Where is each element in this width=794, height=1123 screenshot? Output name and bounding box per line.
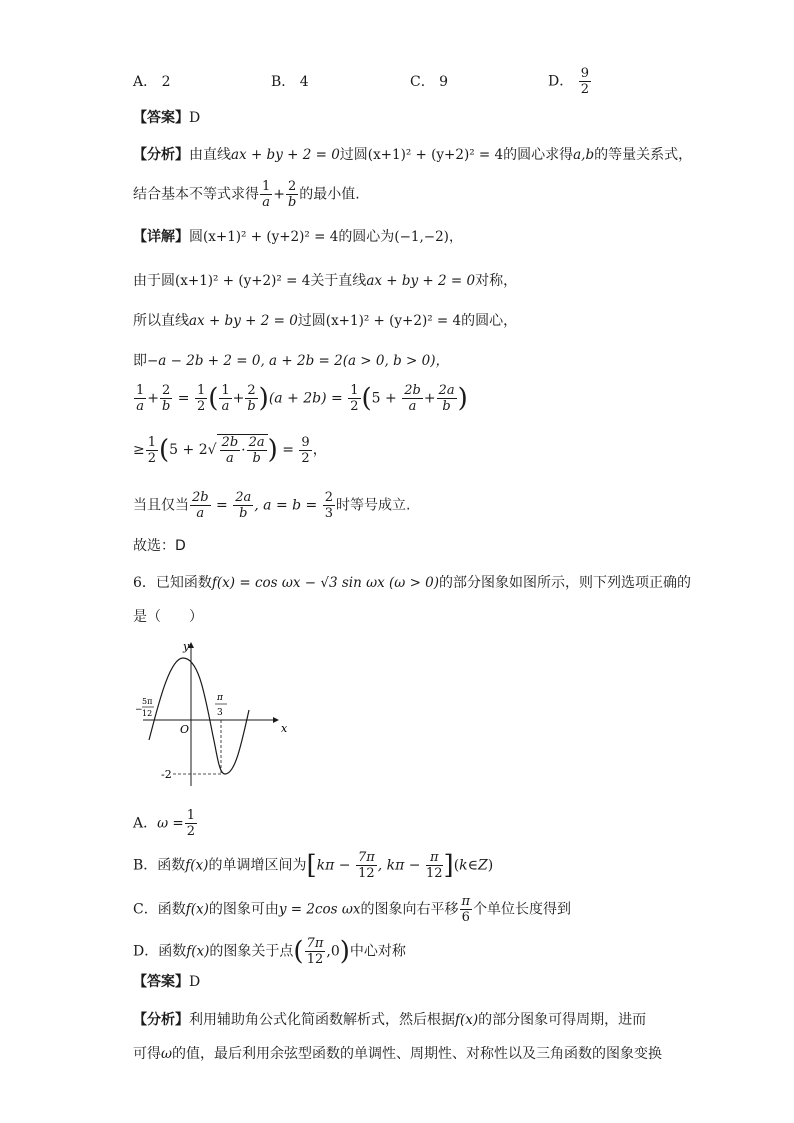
option-d: D． $\frac{9}{2}$ (548, 66, 589, 97)
q6-answer: 【答案】D (133, 974, 201, 990)
q5-detail-line2: 由于圆(x+1)² + (y+2)² = 4关于直线ax + by + 2 = 0对称， (133, 273, 518, 289)
neg-tick-sign: − (135, 705, 143, 715)
function-graph (133, 636, 293, 796)
q6-option-a: A．ω = $\frac{1}{2}$ (133, 808, 196, 839)
q6-option-d: D．函数f(x)的图象关于点( $\frac{7\pi}{12}$ ,0)中心对称 (133, 936, 406, 967)
option-a: A． 2 (133, 74, 171, 90)
x-axis-arrow (273, 717, 279, 723)
pos-tick-den: 3 (217, 708, 223, 718)
option-b: B． 4 (271, 74, 309, 90)
x-label: x (281, 722, 288, 735)
neg-tick-num: 5π (142, 697, 153, 706)
q6-option-c: C．函数f(x)的图象可由y = 2cos ωx的图象向右平移 $\frac{\pi}{6}$ 个单位长度得到 (133, 894, 572, 925)
q5-detail-line1: 【详解】圆(x+1)² + (y+2)² = 4的圆心为(−1,−2)， (133, 229, 463, 245)
q5-equality-condition: 当且仅当 $\frac{2b}{a}$ = $\frac{2a}{b}$ , a = b = $\frac{2}{3}$ 时等号成立. (133, 490, 411, 521)
q6-analysis-line2: 可得ω的值，最后利用余弦型函数的单调性、周期性、对称性以及三角函数的图象变换 (133, 1046, 663, 1062)
q5-analysis-line1: 【分析】由直线ax + by + 2 = 0过圆(x+1)² + (y+2)² = 4的圆心求得a,b的等量关系式， (133, 147, 693, 163)
q5-analysis-line2: 结合基本不等式求得 $\frac{1}{a}$ + $\frac{2}{b}$ 的最小值. (133, 179, 360, 210)
q5-answer: 【答案】D (133, 110, 201, 126)
q6-stem-line1: 6．已知函数f(x) = cos ωx − √3 sin ωx (ω > 0)的部分图象如图所示，则下列选项正确的 (133, 575, 692, 591)
origin-label: O (180, 723, 190, 736)
q5-derivation-line: $\frac{1}{a}$ + $\frac{2}{b}$ = $\frac{1}{2}$ ( $\frac{1}{a}$ + $\frac{2}{b}$ )(a + 2b) = $\frac{1}{2}$ (5 + $\frac{2b}{a}$ + $\frac{2a}{b}$ ) (136, 383, 468, 414)
q6-option-b: B．函数f(x)的单调增区间为[kπ − $\frac{7\pi}{12}$ , kπ − $\frac{\pi}{12}$ ](k∈Z) (133, 850, 494, 881)
y-label: y (183, 640, 190, 653)
q5-detail-line4: 即−a − 2b + 2 = 0, a + 2b = 2(a > 0, b > 0)， (133, 353, 449, 369)
option-c: C． 9 (410, 74, 449, 90)
q5-inequality-line: ≥ $\frac{1}{2}$ (5 + 2√ $\frac{2b}{a}$ · $\frac{2a}{b}$ ) = $\frac{9}{2}$ ， (133, 434, 327, 466)
q6-stem-line2: 是（ ） (133, 609, 203, 625)
min-label: -2 (161, 768, 172, 781)
pos-tick-num: π (217, 693, 223, 703)
q5-choice: 故选：D (133, 538, 186, 554)
q5-detail-line3: 所以直线ax + by + 2 = 0过圆(x+1)² + (y+2)² = 4的圆心， (133, 313, 518, 329)
neg-tick-den: 12 (142, 709, 153, 718)
cosine-curve (149, 658, 249, 774)
q6-analysis-line1: 【分析】利用辅助角公式化简函数解析式，然后根据f(x)的部分图象可得周期，进而 (133, 1012, 647, 1028)
